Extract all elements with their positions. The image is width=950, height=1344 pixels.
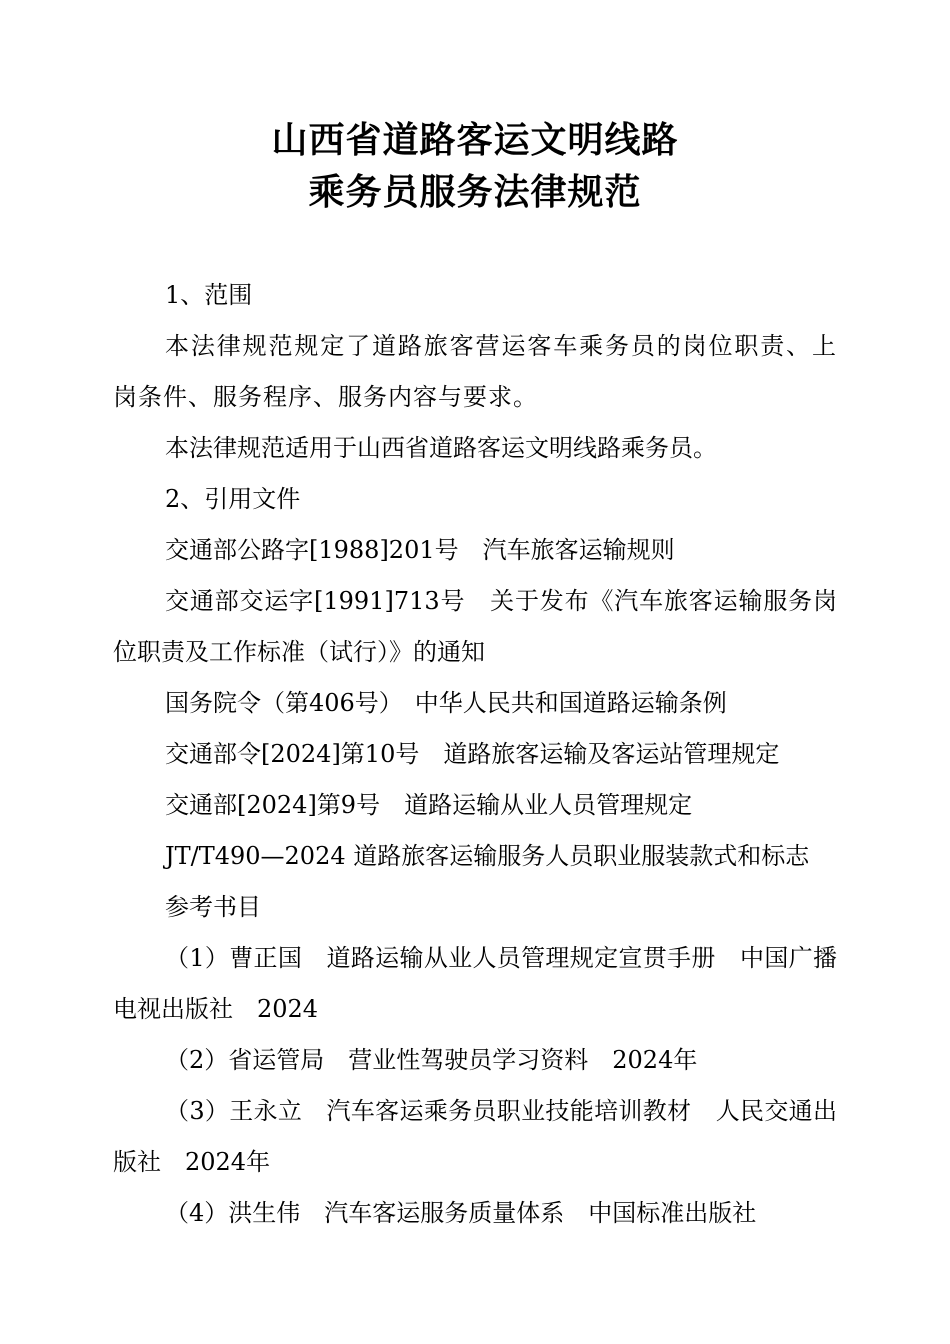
bibliography-item: （1）曹正国 道路运输从业人员管理规定宣贯手册 中国广播电视出版社 2024 <box>113 944 837 1023</box>
reference-item: JT/T490—2024 道路旅客运输服务人员职业服装款式和标志 <box>165 842 810 870</box>
bibliography-item: （3）王永立 汽车客运乘务员职业技能培训教材 人民交通出版社 2024年 <box>113 1097 837 1176</box>
reference-item: 交通部公路字[1988]201号 汽车旅客运输规则 <box>165 536 675 564</box>
bibliography-item: （4）洪生伟 汽车客运服务质量体系 中国标准出版社 <box>165 1199 757 1227</box>
reference-item: 交通部[2024]第9号 道路运输从业人员管理规定 <box>165 791 693 819</box>
section-heading-scope: 1、范围 <box>165 281 253 309</box>
paragraph-scope-applicability: 本法律规范适用于山西省道路客运文明线路乘务员。 <box>165 434 717 462</box>
bibliography-item: （2）省运管局 营业性驾驶员学习资料 2024年 <box>165 1046 698 1074</box>
document-title-line-1: 山西省道路客运文明线路 <box>271 119 679 161</box>
reference-item: 交通部令[2024]第10号 道路旅客运输及客运站管理规定 <box>165 740 780 768</box>
paragraph-scope-definition: 本法律规范规定了道路旅客营运客车乘务员的岗位职责、上岗条件、服务程序、服务内容与要求。 <box>113 332 837 411</box>
document-title-line-2: 乘务员服务法律规范 <box>308 171 642 213</box>
reference-item: 国务院令（第406号） 中华人民共和国道路运输条例 <box>165 689 727 717</box>
reference-item: 交通部交运字[1991]713号 关于发布《汽车旅客运输服务岗位职责及工作标准（试行）》的通知 <box>113 587 837 666</box>
bibliography-heading: 参考书目 <box>165 893 261 921</box>
document-body <box>113 270 837 1239</box>
section-heading-references: 2、引用文件 <box>165 485 301 513</box>
